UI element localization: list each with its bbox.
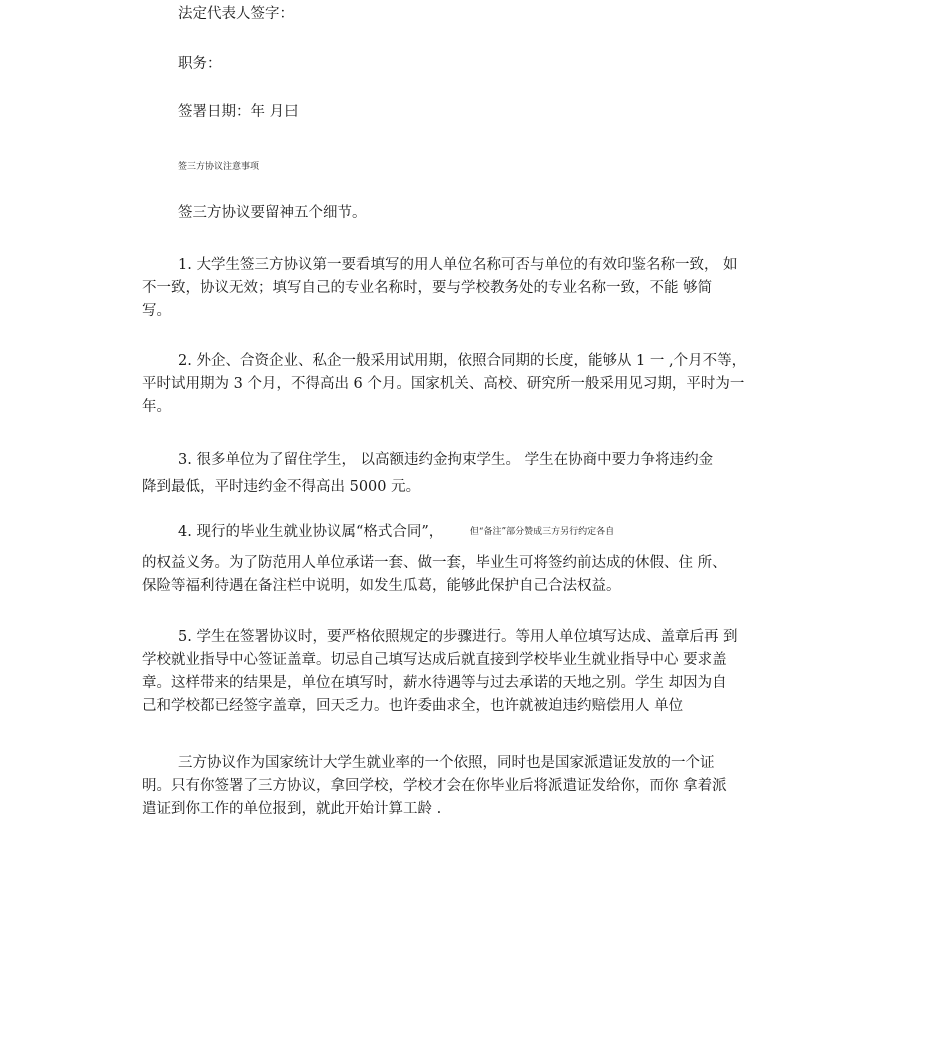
legal-rep-signature-label: 法定代表人签字： [178,6,294,22]
item-3-line: 3. 很多单位为了留住学生， 以高额违约金拘束学生。 学生在协商中要力争将违约金 [178,452,714,468]
item-5-line: 5. 学生在签署协议时，要严格依照规定的步骤进行。等用人单位填写达成、盖章后再 到 [178,629,738,645]
item-3-line: 降到最低，平时违约金不得高出 5000 元。 [142,479,421,495]
item-4 [142,552,796,598]
item-4-small-note: 但“备注”部分赞成三方另行约定各自 [469,527,615,537]
item-5-line: 章。这样带来的结果是，单位在填写时，薪水待遇等与过去承诺的天地之别。学生 却因为自 [142,675,727,691]
item-1-line: 写。 [142,303,171,319]
closing-line: 明。只有你签署了三方协议，拿回学校，学校才会在你毕业后将派遣证发给你，而你 拿着派 [142,778,727,794]
item-5 [142,626,796,718]
item-4-first-line [178,521,614,544]
item-1-line: 不一致，协议无效；填写自己的专业名称时，要与学校教务处的专业名称一致，不能 够简 [142,280,713,296]
item-2-line: 平时试用期为 3 个月，不得高出 6 个月。国家机关、高校、研究所一般采用见习期，平时为一 [142,376,745,392]
item-1-line: 1. 大学生签三方协议第一要看填写的用人单位名称可否与单位的有效印鉴名称一致， 如 [178,257,738,273]
intro-text: 签三方协议要留神五个细节。 [178,205,367,221]
closing-paragraph [142,752,796,821]
closing-line: 三方协议作为国家统计大学生就业率的一个依照，同时也是国家派遣证发放的一个证 [178,755,715,771]
notes-heading: 签三方协议注意事项 [178,162,260,172]
item-2-line: 年。 [142,399,171,415]
item-2 [142,350,796,419]
item-5-line: 学校就业指导中心签证盖章。切忌自己填写达成后就直接到学校毕业生就业指导中心 要求盖 [142,652,727,668]
item-3 [142,449,796,499]
signing-date-label: 签署日期：年 月曰 [178,104,299,120]
item-4-line: 保险等福利待遇在备注栏中说明，如发生瓜葛，能够此保护自己合法权益。 [142,578,621,594]
item-1 [142,254,796,323]
item-2-line: 2. 外企、合资企业、私企一般采用试用期，依照合同期的长度，能够从 1 一 ,个月不等， [178,353,747,369]
item-5-line: 己和学校都已经签字盖章，回天乏力。也许委曲求全，也许就被迫违约赔偿用人 单位 [142,698,684,714]
item-4-line: 的权益义务。为了防范用人单位承诺一套、做一套，毕业生可将签约前达成的休假、住 所、 [142,555,727,571]
item-4-first-text: 4. 现行的毕业生就业协议属“格式合同”， [178,524,444,540]
position-label: 职务： [178,56,222,72]
closing-line: 遣证到你工作的单位报到，就此开始计算工龄 . [142,801,442,817]
